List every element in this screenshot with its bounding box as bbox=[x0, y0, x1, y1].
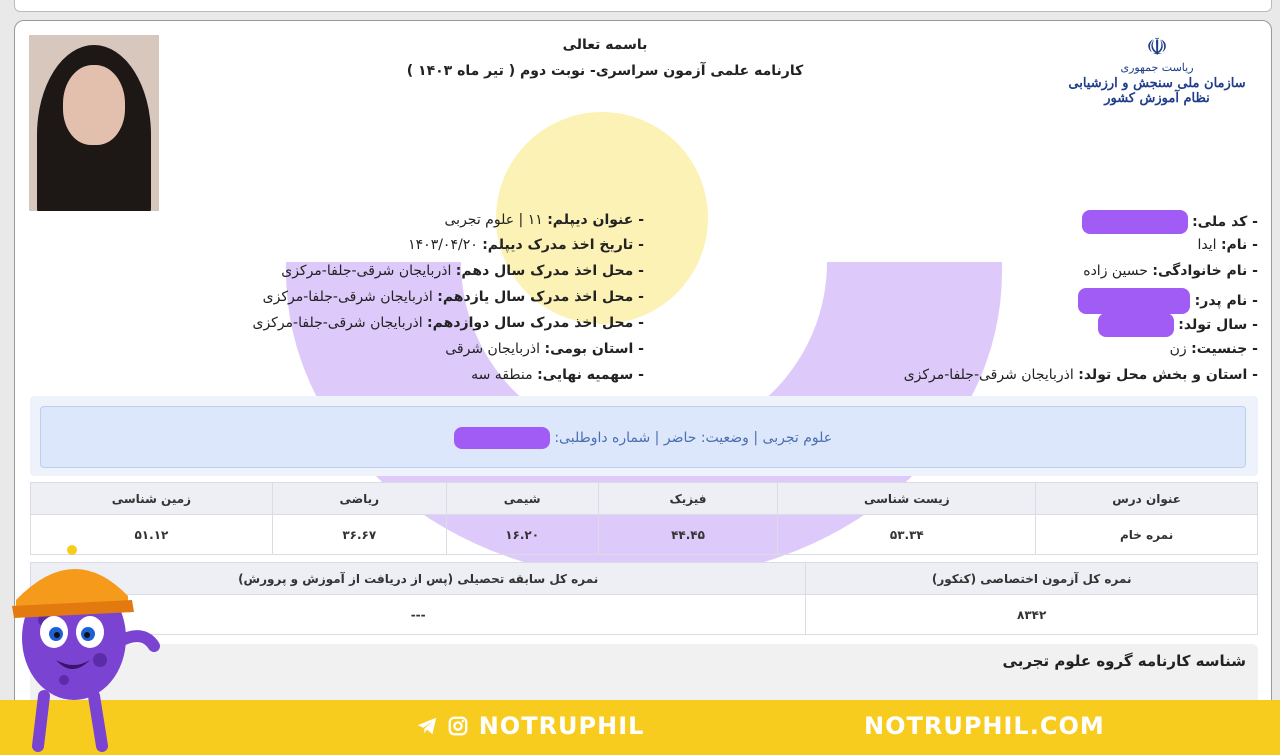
logo-line2: سازمان ملی سنجش و ارزشیابی نظام آموزش کشور bbox=[1068, 76, 1246, 106]
gender-label: - جنسیت: bbox=[1191, 341, 1258, 357]
birth-year-label: - سال تولد: bbox=[1178, 317, 1258, 333]
name-row bbox=[1197, 237, 1258, 253]
redaction-mask bbox=[1098, 313, 1174, 337]
diploma-date-value: ۱۴۰۳/۰۴/۲۰ bbox=[408, 237, 478, 253]
grade11-label: - محل اخذ مدرک سال یازدهم: bbox=[437, 289, 644, 305]
scores-header: زیست شناسی bbox=[778, 483, 1036, 515]
totals-table bbox=[30, 562, 1258, 635]
section-title: شناسه کارنامه گروه علوم تجربی bbox=[1002, 652, 1246, 670]
quota-row bbox=[471, 367, 644, 383]
diploma-date-row bbox=[408, 237, 644, 253]
totals-header: نمره کل سابقه تحصیلی (پس از دریافت از آموزش و پرورش) bbox=[31, 563, 806, 595]
grade12-value: اذربایجان شرقی-جلفا-مرکزی bbox=[252, 315, 423, 331]
scores-header: ریاضی bbox=[272, 483, 446, 515]
brand-left bbox=[416, 712, 644, 740]
grade12-row bbox=[252, 315, 644, 331]
grade11-row bbox=[263, 289, 644, 305]
previous-card-edge bbox=[14, 0, 1272, 12]
quota-value: منطقه سه bbox=[471, 367, 533, 383]
iran-emblem-icon: ☫ bbox=[1146, 33, 1168, 61]
grade11-value: اذربایجان شرقی-جلفا-مرکزی bbox=[262, 289, 433, 305]
score-cell: ۵۳.۳۴ bbox=[778, 515, 1036, 555]
grade10-value: اذربایجان شرقی-جلفا-مرکزی bbox=[281, 263, 452, 279]
birth-place-value: اذربایجان شرقی-جلفا-مرکزی bbox=[903, 367, 1074, 383]
scores-header: فیزیک bbox=[598, 483, 778, 515]
telegram-icon bbox=[416, 715, 438, 737]
province-label: - استان بومی: bbox=[544, 341, 644, 357]
national-code-label: - کد ملی: bbox=[1192, 214, 1258, 230]
quota-label: - سهمیه نهایی: bbox=[537, 367, 644, 383]
brand-right-text: NOTRUPHIL.COM bbox=[864, 712, 1105, 740]
family-row bbox=[1083, 263, 1258, 279]
gender-value: زن bbox=[1169, 341, 1187, 357]
status-box bbox=[40, 406, 1246, 468]
score-cell: ۴۴.۴۵ bbox=[598, 515, 778, 555]
family-value: حسین زاده bbox=[1083, 263, 1148, 279]
page-title: کارنامه علمی آزمون سراسری- نوبت دوم ( تیر ماه ۱۴۰۳ ) bbox=[406, 63, 804, 79]
mascot-character bbox=[4, 520, 164, 755]
birth-place-row bbox=[904, 367, 1258, 383]
brand-left-text: NOTRUPHIL bbox=[478, 712, 645, 740]
birth-place-label: - استان و بخش محل تولد: bbox=[1078, 367, 1258, 383]
grade10-label: - محل اخذ مدرک سال دهم: bbox=[455, 263, 644, 279]
organization-logo bbox=[1057, 33, 1257, 106]
name-value: ایدا bbox=[1197, 237, 1217, 253]
totals-header: نمره کل آزمون اختصاصی (کنکور) bbox=[806, 563, 1258, 595]
redaction-mask bbox=[1082, 210, 1188, 234]
bismillah: باسمه تعالی bbox=[562, 37, 648, 53]
totals-cell: --- bbox=[31, 595, 806, 635]
redaction-mask bbox=[454, 427, 550, 449]
province-value: اذربایجان شرقی bbox=[445, 341, 541, 357]
father-row bbox=[1078, 288, 1258, 314]
diploma-date-label: - تاریخ اخذ مدرک دیپلم: bbox=[482, 237, 644, 253]
name-label: - نام: bbox=[1220, 237, 1258, 253]
birth-year-row bbox=[1098, 313, 1258, 337]
diploma-title-row bbox=[445, 212, 645, 228]
score-cell: ۵۱.۱۲ bbox=[31, 515, 273, 555]
scores-header: زمین شناسی bbox=[31, 483, 273, 515]
diploma-title-value: ۱۱ | علوم تجربی bbox=[444, 212, 543, 228]
table-row bbox=[31, 515, 1258, 555]
scores-header: شیمی bbox=[446, 483, 598, 515]
student-photo bbox=[29, 35, 159, 211]
grade12-label: - محل اخذ مدرک سال دوازدهم: bbox=[427, 315, 644, 331]
score-cell: ۱۶.۲۰ bbox=[446, 515, 598, 555]
family-label: - نام خانوادگی: bbox=[1152, 263, 1258, 279]
gender-row bbox=[1170, 341, 1258, 357]
national-code-row bbox=[1082, 210, 1258, 234]
scores-table bbox=[30, 482, 1258, 555]
scores-header: عنوان درس bbox=[1036, 483, 1258, 515]
instagram-icon bbox=[447, 715, 469, 737]
diploma-title-label: - عنوان دیپلم: bbox=[547, 212, 644, 228]
status-text: علوم تجربی | وضعیت: حاضر | شماره داوطلبی: bbox=[554, 430, 833, 446]
redaction-mask bbox=[1078, 288, 1190, 314]
grade10-row bbox=[281, 263, 644, 279]
score-cell: نمره خام bbox=[1036, 515, 1258, 555]
province-row bbox=[445, 341, 644, 357]
father-label: - نام پدر: bbox=[1194, 293, 1258, 309]
table-row bbox=[31, 595, 1258, 635]
logo-line1: ریاست جمهوری bbox=[1120, 61, 1194, 74]
score-cell: ۳۶.۶۷ bbox=[272, 515, 446, 555]
totals-cell: ۸۳۴۲ bbox=[806, 595, 1258, 635]
